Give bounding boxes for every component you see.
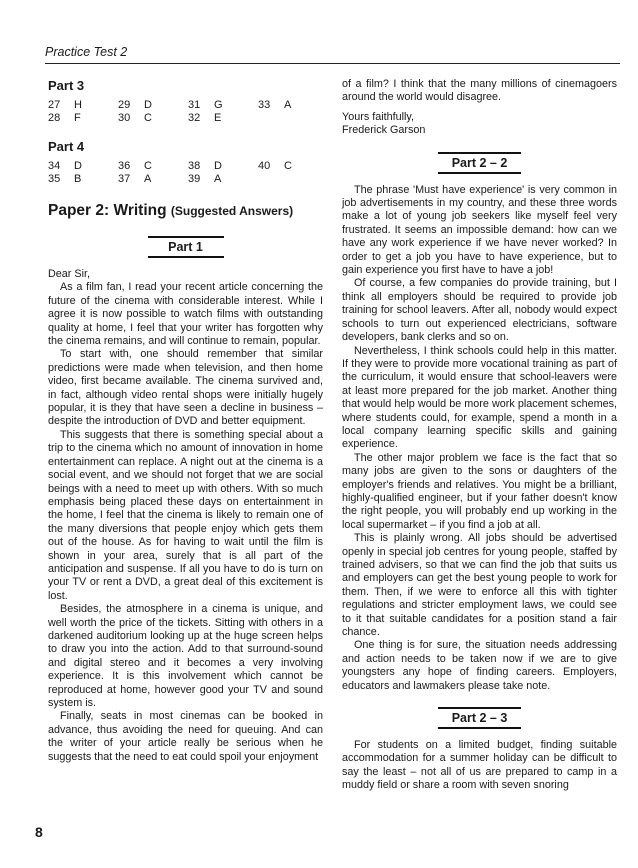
part1-closing: Yours faithfully, <box>342 110 415 123</box>
part2-3-paragraph: For students on a limited budget, finding suitable accommodation for a summer holiday can be difficult to say the least – not all of us are prepared to camp in a muddy field or share a room with seven snoring <box>342 739 617 792</box>
part4-heading: Part 4 <box>48 139 85 154</box>
answer-key-item: 35 B <box>48 173 82 185</box>
page-header-title: Practice Test 2 <box>45 45 128 59</box>
part3-answer-key <box>48 99 323 125</box>
part2-3-heading: Part 2 – 3 <box>438 707 522 729</box>
answer-key-item: 32 E <box>188 112 222 124</box>
answer-key-item: 30 C <box>118 112 152 124</box>
part3-heading: Part 3 <box>48 78 85 93</box>
paper2-title-text: Paper 2: Writing <box>48 202 167 219</box>
answer-key-item: 37 A <box>118 173 152 185</box>
part2-2-paragraph: Nevertheless, I think schools could help in this matter. If they were to provide more vocational training as part of the curriculum, it would ensure that school-leavers were at least more prepared for the job market. Another thing that would help would be more work placement schemes, where students could, for example, spend a month in a local company learning specific skills and gaining experience. <box>342 344 617 451</box>
part1-heading: Part 1 <box>148 236 224 258</box>
answer-key-item: 34 D <box>48 160 82 172</box>
part2-2-paragraph: Of course, a few companies do provide training, but I think all employers should be required to provide job training for school leavers. After all, nobody would expect schools to turn out experienced electricians, software developers, bank clerks and so on. <box>342 277 617 344</box>
part4-answer-key <box>48 160 323 186</box>
answer-key-item: 29 D <box>118 99 152 111</box>
part2-2-heading: Part 2 – 2 <box>438 152 522 174</box>
part2-2-paragraph: The phrase 'Must have experience' is very common in job advertisements in my country, and these three words make a lot of young job seekers like myself feel very frustrated. It seems an impossible demand: how can we have any work experience if we have never worked? In order to get a job you have to have experience, but to gain experience you first have to have a job! <box>342 183 617 277</box>
answer-key-item: 31 G <box>188 99 223 111</box>
answer-key-item: 28 F <box>48 112 81 124</box>
part2-2-paragraph: The other major problem we face is the fact that so many jobs are given to the sons or daughters of the employer's friends and relatives. You might be a brilliant, highly-qualified engineer, but if your father doesn't know the right people, you will probably end up working in the local supermarket – if you find a job at all. <box>342 451 617 531</box>
answer-key-item: 39 A <box>188 173 222 185</box>
part2-2-paragraph: One thing is for sure, the situation needs addressing and action needs to be taken now if we are to give youngsters any hope of finding careers. Employers, educators and lawmakers please take note. <box>342 639 617 692</box>
left-column <box>48 78 323 764</box>
part1-paragraph: Finally, seats in most cinemas can be booked in advance, thus avoiding the need for queuing. And can the writer of your article really be serious when he suggests that the need to eat could spoil your enjoyment <box>48 710 323 763</box>
answer-key-item: 27 H <box>48 99 82 111</box>
right-column <box>342 78 617 793</box>
part1-paragraph: Besides, the atmosphere in a cinema is unique, and well worth the price of the tickets. Sitting with others in a darkened auditorium looking up at the huge screen helps to draw you into the action. Add to that surround-sound and digital stereo and it becomes a very involving experience. It is this involvement which cannot be reproduced at home, however good your TV and sound system is. <box>48 603 323 709</box>
answer-key-item: 40 C <box>258 160 292 172</box>
part2-2-paragraph: This is plainly wrong. All jobs should be advertised openly in special job centres for young people, staffed by trained advisers, so that we can find the job that suits us and employers can get the best young people to work for them. Then, if we were to enforce all this with tighter regulations and stricter employment laws, we could see to it that suitable candidates for a position stand a fair chance. <box>342 532 617 639</box>
page-number: 8 <box>35 824 43 840</box>
answer-key-item <box>258 112 318 125</box>
part1-paragraph: This suggests that there is something special about a trip to the cinema which no amount of innovation in home entertainment can replace. A night out at the cinema is a social event, and we should not forget that we are social beings with a need to meet up with others. With so much emphasis being placed these days on entertainment in the home, I feel that the cinema is likely to remain one of the many diversions that people enjoy which gets them out of the house. As for having to wait until the film is shown in your area, surely that is all part of the anticipation and suspense. If all you have to do is turn on your TV or rent a DVD, a great deal of this excitement is lost. <box>48 428 323 602</box>
part1-continuation: of a film? I think that the many millions of cinemagoers around the world would disagree. <box>342 78 617 104</box>
part1-salutation: Dear Sir, <box>48 268 91 280</box>
answer-key-item: 38 D <box>188 160 222 172</box>
part1-paragraph: As a film fan, I read your recent article concerning the future of the cinema with considerable interest. While I agree it is now possible to watch films with outstanding quality at home, I feel that your writer has forgotten why the cinema remains, and will continue to remain, popular. <box>48 281 323 348</box>
header-divider <box>45 63 620 64</box>
part1-paragraph: To start with, one should remember that similar predictions were made when television, and then home video, first became available. The cinema survived and, in fact, although video rental shops were initially hugely popular, it is they that have seen a decline in business – despite the introduction of DVD and better equipment. <box>48 348 323 428</box>
answer-key-item <box>258 173 318 186</box>
answer-key-item: 33 A <box>258 99 292 111</box>
answer-key-item: 36 C <box>118 160 152 172</box>
part1-signature: Frederick Garson <box>342 124 426 137</box>
paper2-title <box>48 202 323 220</box>
paper2-subtitle: (Suggested Answers) <box>170 204 294 218</box>
